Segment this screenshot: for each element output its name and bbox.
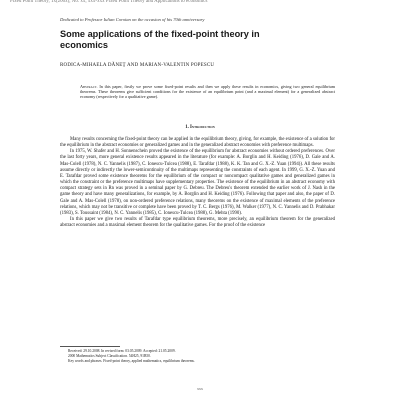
authors: RODICA-MIHAELA DĂNEŢ AND MARIAN-VALENTIN POPESCU [60,63,215,68]
paragraph: In this paper we give two results of Tarafdar type equilibrium theorems, more precisely, an equilibrium theorem for the generalized abstract economies and a maximal element theorem for the qualitative games. For the proof of the existence [60,217,335,229]
footnote-keywords: Key words and phrases. Fixed-point theory, applied mathematics, equilibrium theorems. [68,358,195,363]
paper-title: Some applications of the fixed-point theory in economics [60,29,260,50]
abstract-text: In this paper, firstly we prove some fixed-point results and then we apply these results in economics, giving two general equilibrium theorems. These theorems give sufficient conditions for the existence of an equilibrium point (and a maximal element) for a generalized abstract economy (respectively for a qualitative game). [80,84,335,100]
paragraph: Many results concerning the fixed-point theory can be applied in the equilibrium theory, giving, for example, the existence of a solution for the equilibrium in the abstract economies or generalized games and in the generalized abstract economies with preference multimaps. [60,137,335,149]
section-heading-introduction: 1. Introduction [185,125,215,130]
footnote-rule [60,346,120,347]
paragraph: In 1975, W. Shafer and H. Sonnenschein proved the existence of the equilibrium for abstract economies without ordered preferences. Over the last forty years, more general existence results appeared in the literature (for example: A. Borglin and H. Keiding (1976), D. Gale and A. Mas-Colell (1978), N. C. Yannelis (1987), C. Ionescu-Tulcea (1988), E. Tarafdar (1988), K. K. Tan and G. X.-Z. Yuan (1994)). All these results assume directly or indirectly the lower-semicontinuity of the multimaps representing the constraints of each agent. In 1999, G. X.-Z. Yuan and E. Tarafdar proved some existence theorems for the equilibrium of the compact or noncompact qualitative games and generalized games in which the constraint or the preference multimaps have supplementary properties. The existence of the equilibrium in an abstract economy with compact strategy sets in Rn was proved in a seminal paper by G. Debreu. The Debreu's theorem extended the earlier work of J. Nash in the game theory and have many generalizations, for example, by A. Borglin and H. Keiding (1976). Following that paper and also, the paper of D. Gale and A. Mas-Colell (1978), on non-ordered preference relations, many theorems on the existence of maximal elements of the preference relations, which may not be transitive or complete have been proved by T. C. Bergs (1976), M. Walker (1977), N. C. Yannelis and D. Prabhakar (1983), S. Toussaint (1984), N. C. Yannelis (1985), C. Ionescu-Tulcea (1988), G. Mehta (1990). [60,149,335,216]
footnote-received: Received: 29.10.2008. In revised form: 03.05.2009. Accepted: 21.05.2009. [68,349,176,353]
dedication: Dedicated to Professor Iulian Coroian on the occasion of his 70th anniversary [60,17,205,22]
abstract [80,84,335,100]
footnotes [68,349,328,363]
page-number: xxx [197,387,203,391]
abstract-lead: Abstract. [80,84,98,89]
running-head: Fixed Point Theory, 1x(200x), No. xx, xxx-xxx Fixed Point Theory and Applications to economics [10,0,208,4]
body-text [60,137,335,229]
footnote-classification: 2000 Mathematics Subject Classification. 54H25, 91B50. [68,353,151,358]
